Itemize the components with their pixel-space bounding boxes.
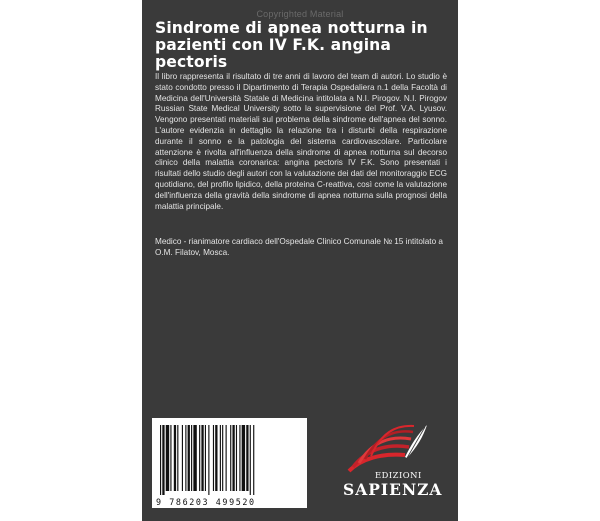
copyright-watermark: Copyrighted Material: [256, 9, 344, 19]
isbn-number: 9 786203 499520: [156, 497, 256, 507]
quill-swirl-logo-icon: [335, 415, 445, 475]
back-cover: [142, 0, 458, 521]
isbn-barcode: [152, 418, 307, 508]
publisher-imprint-label: EDIZIONI: [375, 470, 422, 480]
book-title: Sindrome di apnea notturna in pazienti con IV F.K. angina pectoris: [155, 19, 428, 71]
publisher-logo: [335, 415, 445, 510]
book-description: Il libro rappresenta il risultato di tre anni di lavoro del team di autori. Lo studio è stato condotto presso il Dipartimento di Terapia Ospedaliera n.1 della Facoltà di Medicina dell'Università Statale di Medicina intitolata a N.I. Pirogov. N.I. Pirogov Russian State Medical University sotto la supervisione del Prof. V.A. Lyusov. Vengono presentati materiali sul problema della sindrome dell'apnea del sonno. L'autore evidenzia in dettaglio la relazione tra i disturbi della respirazione durante il sonno e la patologia del sistema cardiovascolare. Particolare attenzione è rivolta all'influenza della sindrome di apnea notturna sul decorso clinico della malattia coronarica: angina pectoris IV F.K. Sono presentati i risultati dello studio degli autori con la valutazione dei dati del monitoraggio ECG quotidiano, del profilo lipidico, della proteina C-reattiva, così come la valutazione dell'influenza della gravità della sindrome di apnea notturna sulla prognosi della malattia principale.: [155, 72, 447, 211]
author-bio: Medico - rianimatore cardiaco dell'Ospedale Clinico Comunale № 15 intitolato a O.M. Filatov, Mosca.: [155, 237, 443, 257]
publisher-name: SAPIENZA: [343, 480, 443, 499]
barcode-icon: [160, 425, 300, 495]
